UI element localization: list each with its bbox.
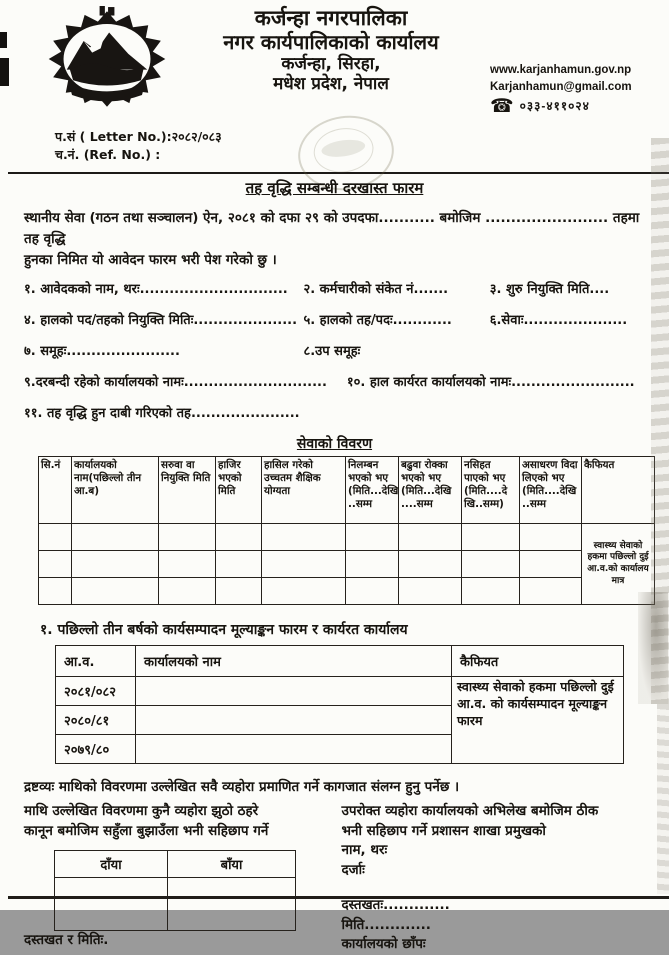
chief-signature-label: दस्तखतः............. <box>341 897 450 914</box>
field-group: ७. समूहः....................... <box>24 344 180 360</box>
performance-table-title: १. पछिल्लो तीन बर्षको कार्यसम्पादन मूल्याङ्कन फारम र कार्यरत कार्यालय <box>40 622 408 639</box>
service-table-title: सेवाको विवरण <box>296 436 373 453</box>
scan-edge-mark <box>0 58 9 86</box>
declaration-line-1: माथि उल्लेखित विवरणमा कुनै व्यहोरा झुठो ठहरे <box>24 803 259 820</box>
service-table-header-row <box>39 457 655 524</box>
performance-table-header-row <box>56 646 624 677</box>
email-text: Karjanhamun@gmail.com <box>490 81 632 94</box>
col-transfer-date: सरुवा वा नियुक्ति मिति <box>159 457 216 524</box>
verification-line-1: उपरोक्त व्यहोरा कार्यालयको अभिलेख बमोजिम ठीक <box>341 803 599 820</box>
col-remarks: कैफियत <box>452 646 624 677</box>
service-table-row <box>39 524 655 551</box>
service-table-remark-note: स्वास्थ्य सेवाको हकमा पछिल्लो दुई आ.व.को कार्यालय मात्र <box>582 524 655 605</box>
col-promotion-hold: बढुवा रोक्का भएको भए (मिति...देखि ....सम्म <box>399 457 462 524</box>
col-suspension: निलम्बन भएको भए (मिति...देखि ..सम्म <box>346 457 399 524</box>
form-title: तह वृद्धि सम्बन्धी दरखास्त फारम <box>245 179 424 198</box>
address-line-1: कर्जन्हा, सिरहा, <box>281 54 381 75</box>
contact-block <box>490 62 632 116</box>
thumb-right-cell <box>55 878 168 931</box>
intro-line-1: स्थानीय सेवा (गठन तथा सञ्चालन) ऐन, २०८१ को दफा २९ को उपदफा........... बमोजिम ........................ तहमा तह वृद्धि <box>24 210 640 248</box>
applicant-fields <box>24 279 645 421</box>
page-bottom-rule <box>8 896 669 899</box>
performance-evaluation-table <box>55 645 624 764</box>
attachment-note: द्रष्टव्यः माथिको विवरणमा उल्लेखित सवै व्यहोरा प्रमाणित गर्ने कागजात संलग्न हुनु पर्नेछ । <box>24 779 460 796</box>
scan-edge-mark <box>0 32 7 48</box>
telephone-icon: ☎ <box>490 95 514 117</box>
office-verification <box>328 802 646 955</box>
col-join-date: हाजिर भएको मिति <box>216 457 262 524</box>
field-applicant-name: १. आवेदकको नाम, थरः.............................. <box>24 282 288 298</box>
col-serial-no: सि.नं <box>39 457 72 524</box>
service-table-row <box>39 551 655 578</box>
applicant-declaration <box>24 802 328 955</box>
field-first-appointment-date: ३. शुरु नियुक्ति मिति.... <box>489 282 610 298</box>
letterhead <box>0 0 669 116</box>
signature-section <box>24 802 645 955</box>
field-sanctioned-office-name: ९.दरबन्दी रहेको कार्यालयको नामः............................. <box>24 375 327 391</box>
address-line-2: मधेश प्रदेश, नेपाल <box>273 74 389 95</box>
col-highest-qualification: हासिल गरेको उच्चतम शैक्षिक योग्यता <box>262 457 346 524</box>
municipality-name: कर्जन्हा नगरपालिका <box>254 6 408 30</box>
field-service: ६.सेवाः..................... <box>489 313 628 329</box>
thumb-left-cell <box>168 878 296 931</box>
field-current-office-name: १०. हाल कार्यरत कार्यालयको नामः......................... <box>346 375 635 391</box>
field-current-post-appointment-date: ४. हालको पद/तहको नियुक्ति मितिः..................... <box>24 313 298 329</box>
chief-name-label: नाम, थरः <box>341 842 388 859</box>
office-stamp-label: कार्यालयको छाँपः <box>341 936 426 953</box>
form-intro <box>24 208 645 271</box>
field-subgroup: ८.उप समूहः <box>303 344 361 360</box>
field-current-level-post: ५. हालको तह/पदः............ <box>303 313 452 329</box>
fiscal-year-cell: २०७९/८० <box>56 735 136 764</box>
col-fiscal-year: आ.व. <box>56 646 136 677</box>
chief-rank-label: दर्जाः <box>341 861 365 878</box>
col-extraordinary-leave: असाधरण विदा लिएको भए (मिति....देखि ..सम्म <box>520 457 582 524</box>
service-details-table <box>38 456 655 605</box>
letter-number: प.सं ( Letter No.):२०८२/०८३ <box>55 129 222 144</box>
municipality-emblem-icon <box>42 6 172 116</box>
chief-date-label: मिति............. <box>341 916 431 933</box>
thumb-left-label: बाँया <box>168 851 296 878</box>
field-claimed-level: ११. तह वृद्धि हुन दाबी गरिएको तह...................... <box>24 406 300 422</box>
applicant-signature-label: दस्तखत र मितिः. <box>24 932 109 949</box>
website-text: www.karjanhamun.gov.np <box>490 64 632 76</box>
declaration-line-2: कानून बमोजिम सहुँला बुझाउँला भनी सहिछाप गर्ने <box>24 822 269 839</box>
col-warning: नसिहत पाएको भए (मिति....दे खि..सम्म) <box>462 457 520 524</box>
thumbprint-box <box>54 850 296 931</box>
verification-line-2: भनी सहिछाप गर्ने प्रशासन शाखा प्रमुखको <box>341 822 546 839</box>
col-office-name: कार्यालयको नाम <box>136 646 452 677</box>
ref-number: च.नं. (Ref. No.) : <box>55 147 161 163</box>
col-remarks: कैफियत <box>582 457 655 524</box>
fiscal-year-cell: २०८०/८१ <box>56 706 136 735</box>
performance-remark-note: स्वास्थ्य सेवाको हकमा पछिल्लो दुई आ.व. को कार्यसम्पादन मूल्याङ्कन फारम <box>452 677 624 764</box>
service-table-row <box>39 578 655 605</box>
intro-line-2: हुनका निमित यो आवेदन फारम भरी पेश गरेको छु । <box>24 252 277 269</box>
performance-table-row <box>56 677 624 706</box>
scan-artifact-strip <box>657 704 669 894</box>
office-name: नगर कार्यपालिकाको कार्यालय <box>223 29 439 54</box>
fiscal-year-cell: २०८१/०८२ <box>56 677 136 706</box>
phone-number: ०३३-४११०२४ <box>519 99 590 113</box>
thumb-right-label: दाँया <box>55 851 168 878</box>
scan-artifact-blotch <box>638 592 668 704</box>
col-office-name: कार्यालयको नाम(पछिल्लो तीन आ.ब) <box>72 457 159 524</box>
field-employee-code: २. कर्मचारीको संकेत नं....... <box>303 282 449 298</box>
